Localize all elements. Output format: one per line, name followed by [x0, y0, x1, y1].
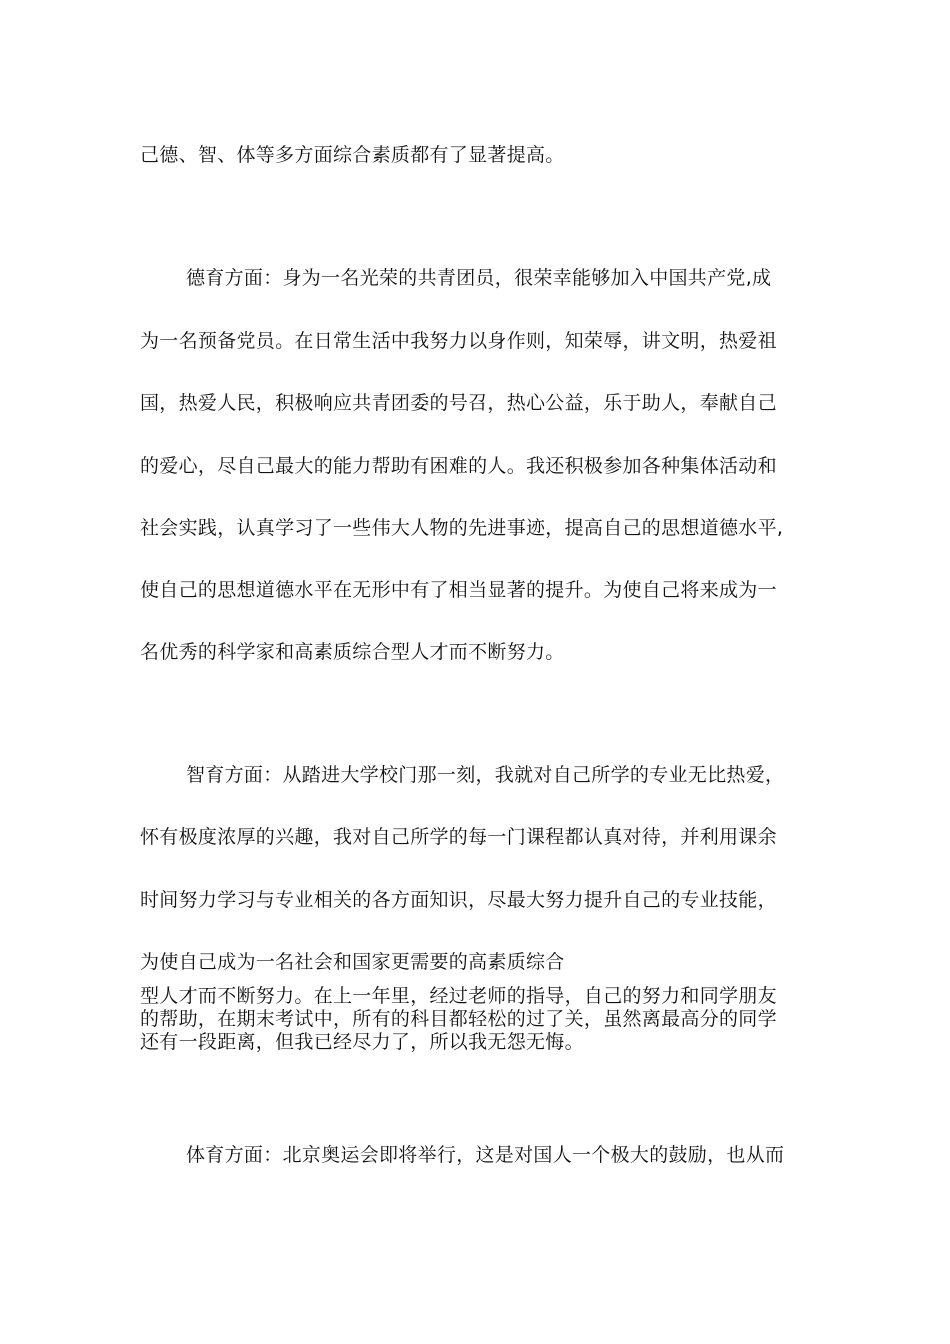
paragraph-intellect-dense-block [140, 985, 820, 1054]
paragraph-moral-line-2: 为一名预备党员。在日常生活中我努力以身作则，知荣辱，讲文明，热爱祖 [140, 330, 777, 352]
paragraph-moral-line-6: 使自己的思想道德水平在无形中有了相当显著的提升。为使自己将来成为一 [140, 579, 777, 601]
paragraph-intellect-line-7: 还有一段距离，但我已经尽力了，所以我无怨无悔。 [140, 1031, 584, 1053]
paragraph-intellect-line-6: 的帮助，在期末考试中，所有的科目都轻松的过了关，虽然离最高分的同学 [140, 1008, 777, 1030]
paragraph-intellect-line-3: 时间努力学习与专业相关的各方面知识，尽最大努力提升自己的专业技能， [140, 889, 777, 911]
paragraph-intellect-line-4: 为使自己成为一名社会和国家更需要的高素质综合 [140, 951, 565, 973]
paragraph-intellect-line-5: 型人才而不断努力。在上一年里，经过老师的指导，自己的努力和同学朋友 [140, 985, 777, 1007]
paragraph-moral-line-3: 国，热爱人民，积极响应共青团委的号召，热心公益，乐于助人，奉献自己 [140, 392, 777, 414]
paragraph-intellect-line-1: 智育方面：从踏进大学校门那一刻，我就对自己所学的专业无比热爱， [186, 764, 785, 786]
paragraph-moral-line-7: 名优秀的科学家和高素质综合型人才而不断努力。 [140, 641, 565, 663]
paragraph-moral-line-1: 德育方面：身为一名光荣的共青团员，很荣幸能够加入中国共产党,成 [186, 267, 772, 289]
paragraph-moral-line-5: 社会实践，认真学习了一些伟大人物的先进事迹，提高自己的思想道德水平, [140, 517, 784, 539]
paragraph-intellect-line-2: 怀有极度浓厚的兴趣，我对自己所学的每一门课程都认真对待，并利用课余 [140, 826, 777, 848]
paragraph-sports-line-1: 体育方面：北京奥运会即将举行，这是对国人一个极大的鼓励，也从而 [186, 1144, 785, 1166]
paragraph-moral-line-4: 的爱心，尽自己最大的能力帮助有困难的人。我还积极参加各种集体活动和 [140, 455, 777, 477]
text-line-1: 己德、智、体等多方面综合素质都有了显著提高。 [140, 144, 565, 166]
